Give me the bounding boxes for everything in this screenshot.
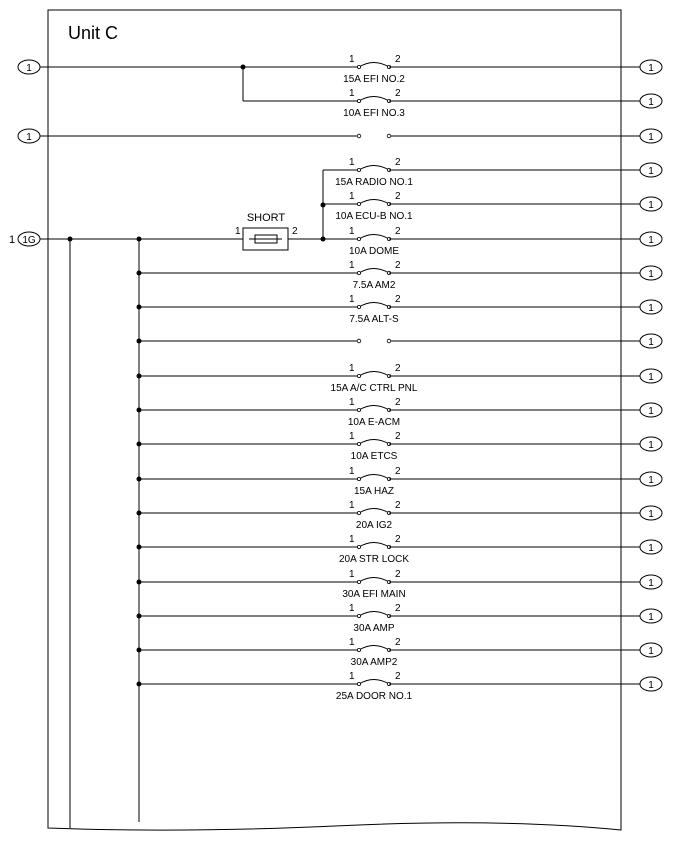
fuse-pin-in: 1	[349, 500, 355, 511]
junction-dot	[137, 408, 142, 413]
junction-dot	[137, 614, 142, 619]
fuse-symbol	[359, 475, 389, 480]
fuse-terminal	[357, 99, 360, 102]
fuse-pin-in: 1	[349, 226, 355, 237]
output-connector-label: 1	[648, 475, 654, 486]
output-connector-label: 1	[648, 269, 654, 280]
fuse-label: 10A DOME	[348, 246, 400, 257]
fuse-symbol	[359, 509, 389, 514]
fuse-label: 10A E-ACM	[347, 417, 401, 428]
fuse-pin-in: 1	[349, 260, 355, 271]
fuse-pin-out: 2	[395, 54, 401, 65]
fuse-symbol	[359, 269, 389, 274]
junction-dot	[137, 545, 142, 550]
junction-dot	[321, 203, 326, 208]
fuse-symbol	[359, 166, 389, 171]
open-terminal	[357, 339, 361, 343]
fuse-terminal	[357, 65, 360, 68]
fuse-pin-in: 1	[349, 294, 355, 305]
fuse-terminal	[357, 682, 360, 685]
fuse-pin-in: 1	[349, 466, 355, 477]
fuse-pin-out: 2	[395, 157, 401, 168]
input-connector-label: 1	[26, 132, 32, 143]
fuse-label: 10A ECU-B NO.1	[335, 211, 413, 222]
output-connector-label: 1	[648, 406, 654, 417]
fuse-pin-out: 2	[395, 397, 401, 408]
fuse-pin-out: 2	[395, 88, 401, 99]
fuse-terminal	[357, 511, 360, 514]
fuse-pin-out: 2	[395, 431, 401, 442]
fuse-pin-in: 1	[349, 569, 355, 580]
fuse-terminal	[357, 545, 360, 548]
fuse-symbol	[359, 440, 389, 445]
input-connector-label: 1	[26, 63, 32, 74]
fuse-pin-out: 2	[395, 500, 401, 511]
fuse-symbol	[359, 612, 389, 617]
fuse-terminal	[357, 271, 360, 274]
junction-dot	[68, 237, 73, 242]
junction-dot	[137, 271, 142, 276]
fuse-label: 10A EFI NO.3	[343, 108, 405, 119]
short-part	[235, 212, 298, 250]
fuse-pin-out: 2	[395, 226, 401, 237]
fuse-terminal	[357, 202, 360, 205]
fuse-terminal	[357, 477, 360, 480]
output-connector-label: 1	[648, 680, 654, 691]
input-connector	[9, 232, 40, 246]
fuse-symbol	[359, 200, 389, 205]
fuse-symbol	[359, 578, 389, 583]
output-connector-label: 1	[648, 200, 654, 211]
junction-dot	[137, 511, 142, 516]
fuse-pin-out: 2	[395, 603, 401, 614]
fuse-terminal	[357, 408, 360, 411]
output-connector-label: 1	[648, 612, 654, 623]
fuse-pin-in: 1	[349, 397, 355, 408]
output-connector-label: 1	[648, 63, 654, 74]
fuse-pin-in: 1	[349, 534, 355, 545]
junction-dot	[137, 580, 142, 585]
fuse-label: 30A AMP2	[350, 657, 398, 668]
fuse-pin-in: 1	[349, 637, 355, 648]
fuse-terminal	[357, 237, 360, 240]
junction-dot	[137, 237, 142, 242]
fuse-label: 25A DOOR NO.1	[335, 691, 413, 702]
open-terminal	[387, 134, 391, 138]
fuse-label: 7.5A AM2	[352, 280, 396, 291]
output-connector-label: 1	[648, 97, 654, 108]
output-connector-label: 1	[648, 166, 654, 177]
output-connector-label: 1	[648, 132, 654, 143]
open-terminal	[387, 339, 391, 343]
output-connector-label: 1	[648, 509, 654, 520]
junction-dot	[137, 682, 142, 687]
output-connector-label: 1	[648, 337, 654, 348]
fuse-label: 7.5A ALT-S	[349, 314, 399, 325]
short-part-pin-in: 1	[235, 226, 241, 237]
fuse-label: 15A RADIO NO.1	[335, 177, 413, 188]
fuse-symbol	[359, 543, 389, 548]
output-connector-label: 1	[648, 235, 654, 246]
fuse-pin-out: 2	[395, 671, 401, 682]
junction-dot	[137, 648, 142, 653]
output-connector-label: 1	[648, 543, 654, 554]
junction-dot	[137, 305, 142, 310]
fuse-terminal	[357, 580, 360, 583]
fuse-pin-out: 2	[395, 260, 401, 271]
fuse-pin-out: 2	[395, 466, 401, 477]
open-terminal	[357, 134, 361, 138]
fuse-pin-in: 1	[349, 431, 355, 442]
fuse-symbol	[359, 680, 389, 685]
junction-dot	[137, 477, 142, 482]
fuse-terminal	[357, 442, 360, 445]
output-connector-label: 1	[648, 646, 654, 657]
input-connector-name: 1G	[22, 235, 36, 246]
output-connector-label: 1	[648, 303, 654, 314]
junction-dot	[137, 339, 142, 344]
fuse-label: 20A IG2	[355, 520, 393, 531]
fuse-pin-out: 2	[395, 534, 401, 545]
fuse-pin-in: 1	[349, 191, 355, 202]
fuse-terminal	[357, 168, 360, 171]
fuse-label: 30A EFI MAIN	[342, 589, 406, 600]
input-connector-pin: 1	[9, 234, 16, 246]
junction-dot	[137, 442, 142, 447]
junction-dot	[137, 374, 142, 379]
fuse-label: 30A AMP	[353, 623, 395, 634]
unit-frame	[48, 10, 621, 830]
fuse-terminal	[357, 648, 360, 651]
fuse-pin-in: 1	[349, 88, 355, 99]
fuse-symbol	[359, 646, 389, 651]
fuse-symbol	[359, 303, 389, 308]
fuse-pin-out: 2	[395, 294, 401, 305]
fuse-symbol	[359, 97, 389, 102]
output-connector-label: 1	[648, 440, 654, 451]
fuse-label: 15A HAZ	[353, 486, 395, 497]
fuse-pin-in: 1	[349, 157, 355, 168]
short-part-pin-out: 2	[292, 226, 298, 237]
fuse-pin-in: 1	[349, 671, 355, 682]
fuse-label: 15A A/C CTRL PNL	[330, 383, 418, 394]
fuse-symbol	[359, 235, 389, 240]
fuse-terminal	[357, 305, 360, 308]
fuse-pin-out: 2	[395, 191, 401, 202]
output-connector-label: 1	[648, 372, 654, 383]
fuse-label: 20A STR LOCK	[338, 554, 410, 565]
fuse-terminal	[357, 374, 360, 377]
output-connector-label: 1	[648, 578, 654, 589]
fuse-pin-in: 1	[349, 603, 355, 614]
unit-title: Unit C	[68, 23, 119, 43]
fuse-terminal	[357, 614, 360, 617]
short-part-label: SHORT	[246, 212, 286, 224]
fuse-label: 10A ETCS	[350, 451, 398, 462]
fuse-symbol	[359, 372, 389, 377]
fuse-pin-out: 2	[395, 363, 401, 374]
fuse-label: 15A EFI NO.2	[343, 74, 405, 85]
fuse-symbol	[359, 406, 389, 411]
fuse-pin-in: 1	[349, 54, 355, 65]
fuse-pin-out: 2	[395, 569, 401, 580]
fuse-symbol	[359, 63, 389, 68]
fuse-pin-out: 2	[395, 637, 401, 648]
fuse-pin-in: 1	[349, 363, 355, 374]
